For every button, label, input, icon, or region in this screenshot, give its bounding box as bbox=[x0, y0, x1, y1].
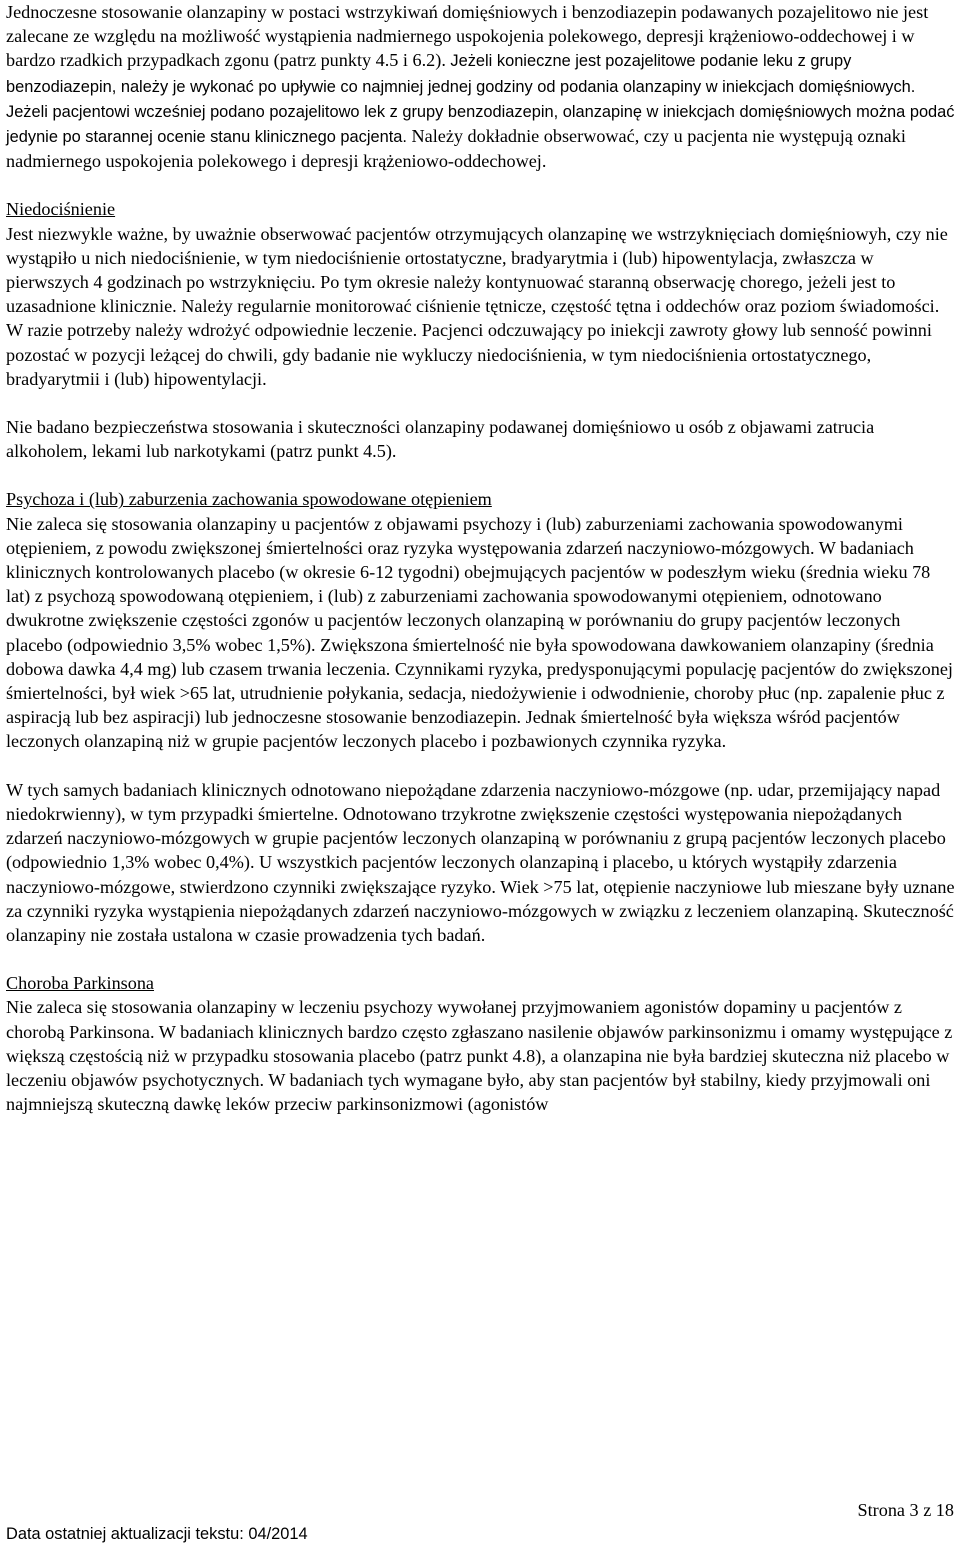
document-body bbox=[6, 0, 956, 1116]
section-body-dementia-2: W tych samych badaniach klinicznych odnotowano niepożądane zdarzenia naczyniowo-mózgowe (np. udar, przemijający napad niedokrwienny), w tym przypadki śmiertelne. Odnotowano trzykrotne zwiększenie częstości występowania niepożądanych zdarzeń naczyniowo-mózgowych w grupie pacjentów leczonych olanzapiną w porównaniu z grupą pacjentów leczonych placebo (odpowiednio 1,3% wobec 0,4%). U wszystkich pacjentów leczonych olanzapiną i placebo, u których wystąpiły zdarzenia naczyniowo-mózgowe, stwierdzono czynniki zwiększające ryzyko. Wiek >75 lat, otępienie naczyniowe lub mieszane były uznane za czynniki ryzyka wystąpienia niepożądanych zdarzeń naczyniowo-mózgowych w związku z leczeniem olanzapiną. Skuteczność olanzapiny nie została ustalona w czasie prowadzenia tych badań. bbox=[6, 779, 955, 945]
intro-text-part-1: Jednoczesne stosowanie olanzapiny w postaci wstrzykiwań domięśniowych i benzodiazepin podawanych pozajelitowo nie jest zalecane ze względu na możliwość wystąpienia nadmiernego uspokojenia polekowego, depresji krążeniowo-oddechowej i w bardzo rzadkich przypadkach zgonu (patrz punkty 4.5 i 6.2). bbox=[6, 2, 929, 71]
spacer bbox=[6, 463, 956, 487]
section-heading-hypotension: Niedociśnienie bbox=[6, 199, 116, 220]
spacer bbox=[6, 947, 956, 971]
section-body-hypotension: Jest niezwykle ważne, by uważnie obserwować pacjentów otrzymujących olanzapinę we wstrzyknięciach domięśniowyh, czy nie wystąpiło u nich niedociśnienie, w tym niedociśnienie ortostatyczne, bradyarytmia i (lub) hipowentylacja, zwłaszcza w pierwszych 4 godzinach po wstrzyknięciu. Po tym okresie należy kontynuować staranną obserwację chorego, jeżeli jest to uzasadnione klinicznie. Należy regularnie monitorować ciśnienie tętnicze, częstość tętna i oddechów oraz poziom świadomości. W razie potrzeby należy wdrożyć odpowiednie leczenie. Pacjenci odczuwający po iniekcji zawroty głowy lub senność powinni pozostać w pozycji leżącej do chwili, gdy badanie nie wykluczy niedociśnienia, w tym niedociśnienia ortostatycznego, bradyarytmii i (lub) hipowentylacji. bbox=[6, 223, 948, 389]
section-body-dementia: Nie zaleca się stosowania olanzapiny u pacjentów z objawami psychozy i (lub) zaburzeniami zachowania spowodowanymi otępieniem, z powodu zwiększonej śmiertelności oraz ryzyka występowania zdarzeń naczyniowo-mózgowych. W badaniach klinicznych kontrolowanych placebo (w okresie 6-12 tygodni) obejmujących pacjentów w podeszłym wieku (średnia wieku 78 lat) z psychozą spowodowaną otępieniem, i (lub) z zaburzeniami zachowania spowodowanymi otępieniem, odnotowano dwukrotne zwiększenie częstości zgonów u pacjentów leczonych olanzapiną w porównaniu do grupy pacjentów leczonych placebo (odpowiednio 3,5% wobec 1,5%). Zwiększona śmiertelność nie była spowodowana dawkowaniem olanzapiny (średnia dobowa dawka 4,4 mg) lub czasem trwania leczenia. Czynnikami ryzyka, predysponującymi populację pacjentów do zwiększonej śmiertelności, był wiek >65 lat, utrudnienie połykania, sedacja, niedożywienie i odwodnienie, choroby płuc (np. zapalenie płuc z aspiracją lub bez aspiracji) lub jednoczesne stosowanie benzodiazepin. Jednak śmiertelność była większa wśród pacjentów leczonych olanzapiną niż w grupie pacjentów leczonych placebo i pozbawionych czynnika ryzyka. bbox=[6, 513, 953, 752]
last-update-date: Data ostatniej aktualizacji tekstu: 04/2014 bbox=[6, 1525, 308, 1543]
intro-text-part-2: Jeżeli konieczne jest pozajelitowe podanie leku z grupy benzodiazepin, należy je wykonać po upływie co najmniej jednej godziny od podania olanzapiny w iniekcjach domięśniowych. Jeżeli pacjentowi wcześniej podano pozajelitowo lek z grupy benzodiazepin, olanzapinę w iniekcjach domięśniowych można podać jedynie po starannej ocenie stanu klinicznego pacjenta. bbox=[6, 52, 955, 147]
intro-paragraph bbox=[6, 0, 956, 173]
spacer bbox=[6, 391, 956, 415]
section-heading-dementia: Psychoza i (lub) zaburzenia zachowania spowodowane otępieniem bbox=[6, 489, 492, 510]
section-heading-parkinson: Choroba Parkinsona bbox=[6, 973, 155, 994]
spacer bbox=[6, 754, 956, 778]
section-body-parkinson: Nie zaleca się stosowania olanzapiny w leczeniu psychozy wywołanej przyjmowaniem agonistów dopaminy u pacjentów z chorobą Parkinsona. W badaniach klinicznych bardzo często zgłaszano nasilenie objawów parkinsonizmu i omamy występujące z większą częstością niż w przypadku stosowania placebo (patrz punkt 4.8), a olanzapina nie była bardziej skuteczna niż placebo w leczeniu objawów psychotycznych. W badaniach tych wymagane było, aby stan pacjentów był stabilny, kiedy przyjmowali oni najmniejszą skuteczną dawkę leków przeciw parkinsonizmowi (agonistów bbox=[6, 997, 953, 1115]
intro-text-part-3: Należy dokładnie obserwować, czy u pacjenta nie występują oznaki nadmiernego uspokojenia polekowego i depresji krążeniowo-oddechowej. bbox=[6, 126, 906, 172]
spacer bbox=[6, 173, 956, 197]
section-body-safety: Nie badano bezpieczeństwa stosowania i skuteczności olanzapiny podawanej domięśniowo u osób z objawami zatrucia alkoholem, lekami lub narkotykami (patrz punkt 4.5). bbox=[6, 417, 875, 462]
page-number: Strona 3 z 18 bbox=[857, 1500, 954, 1520]
